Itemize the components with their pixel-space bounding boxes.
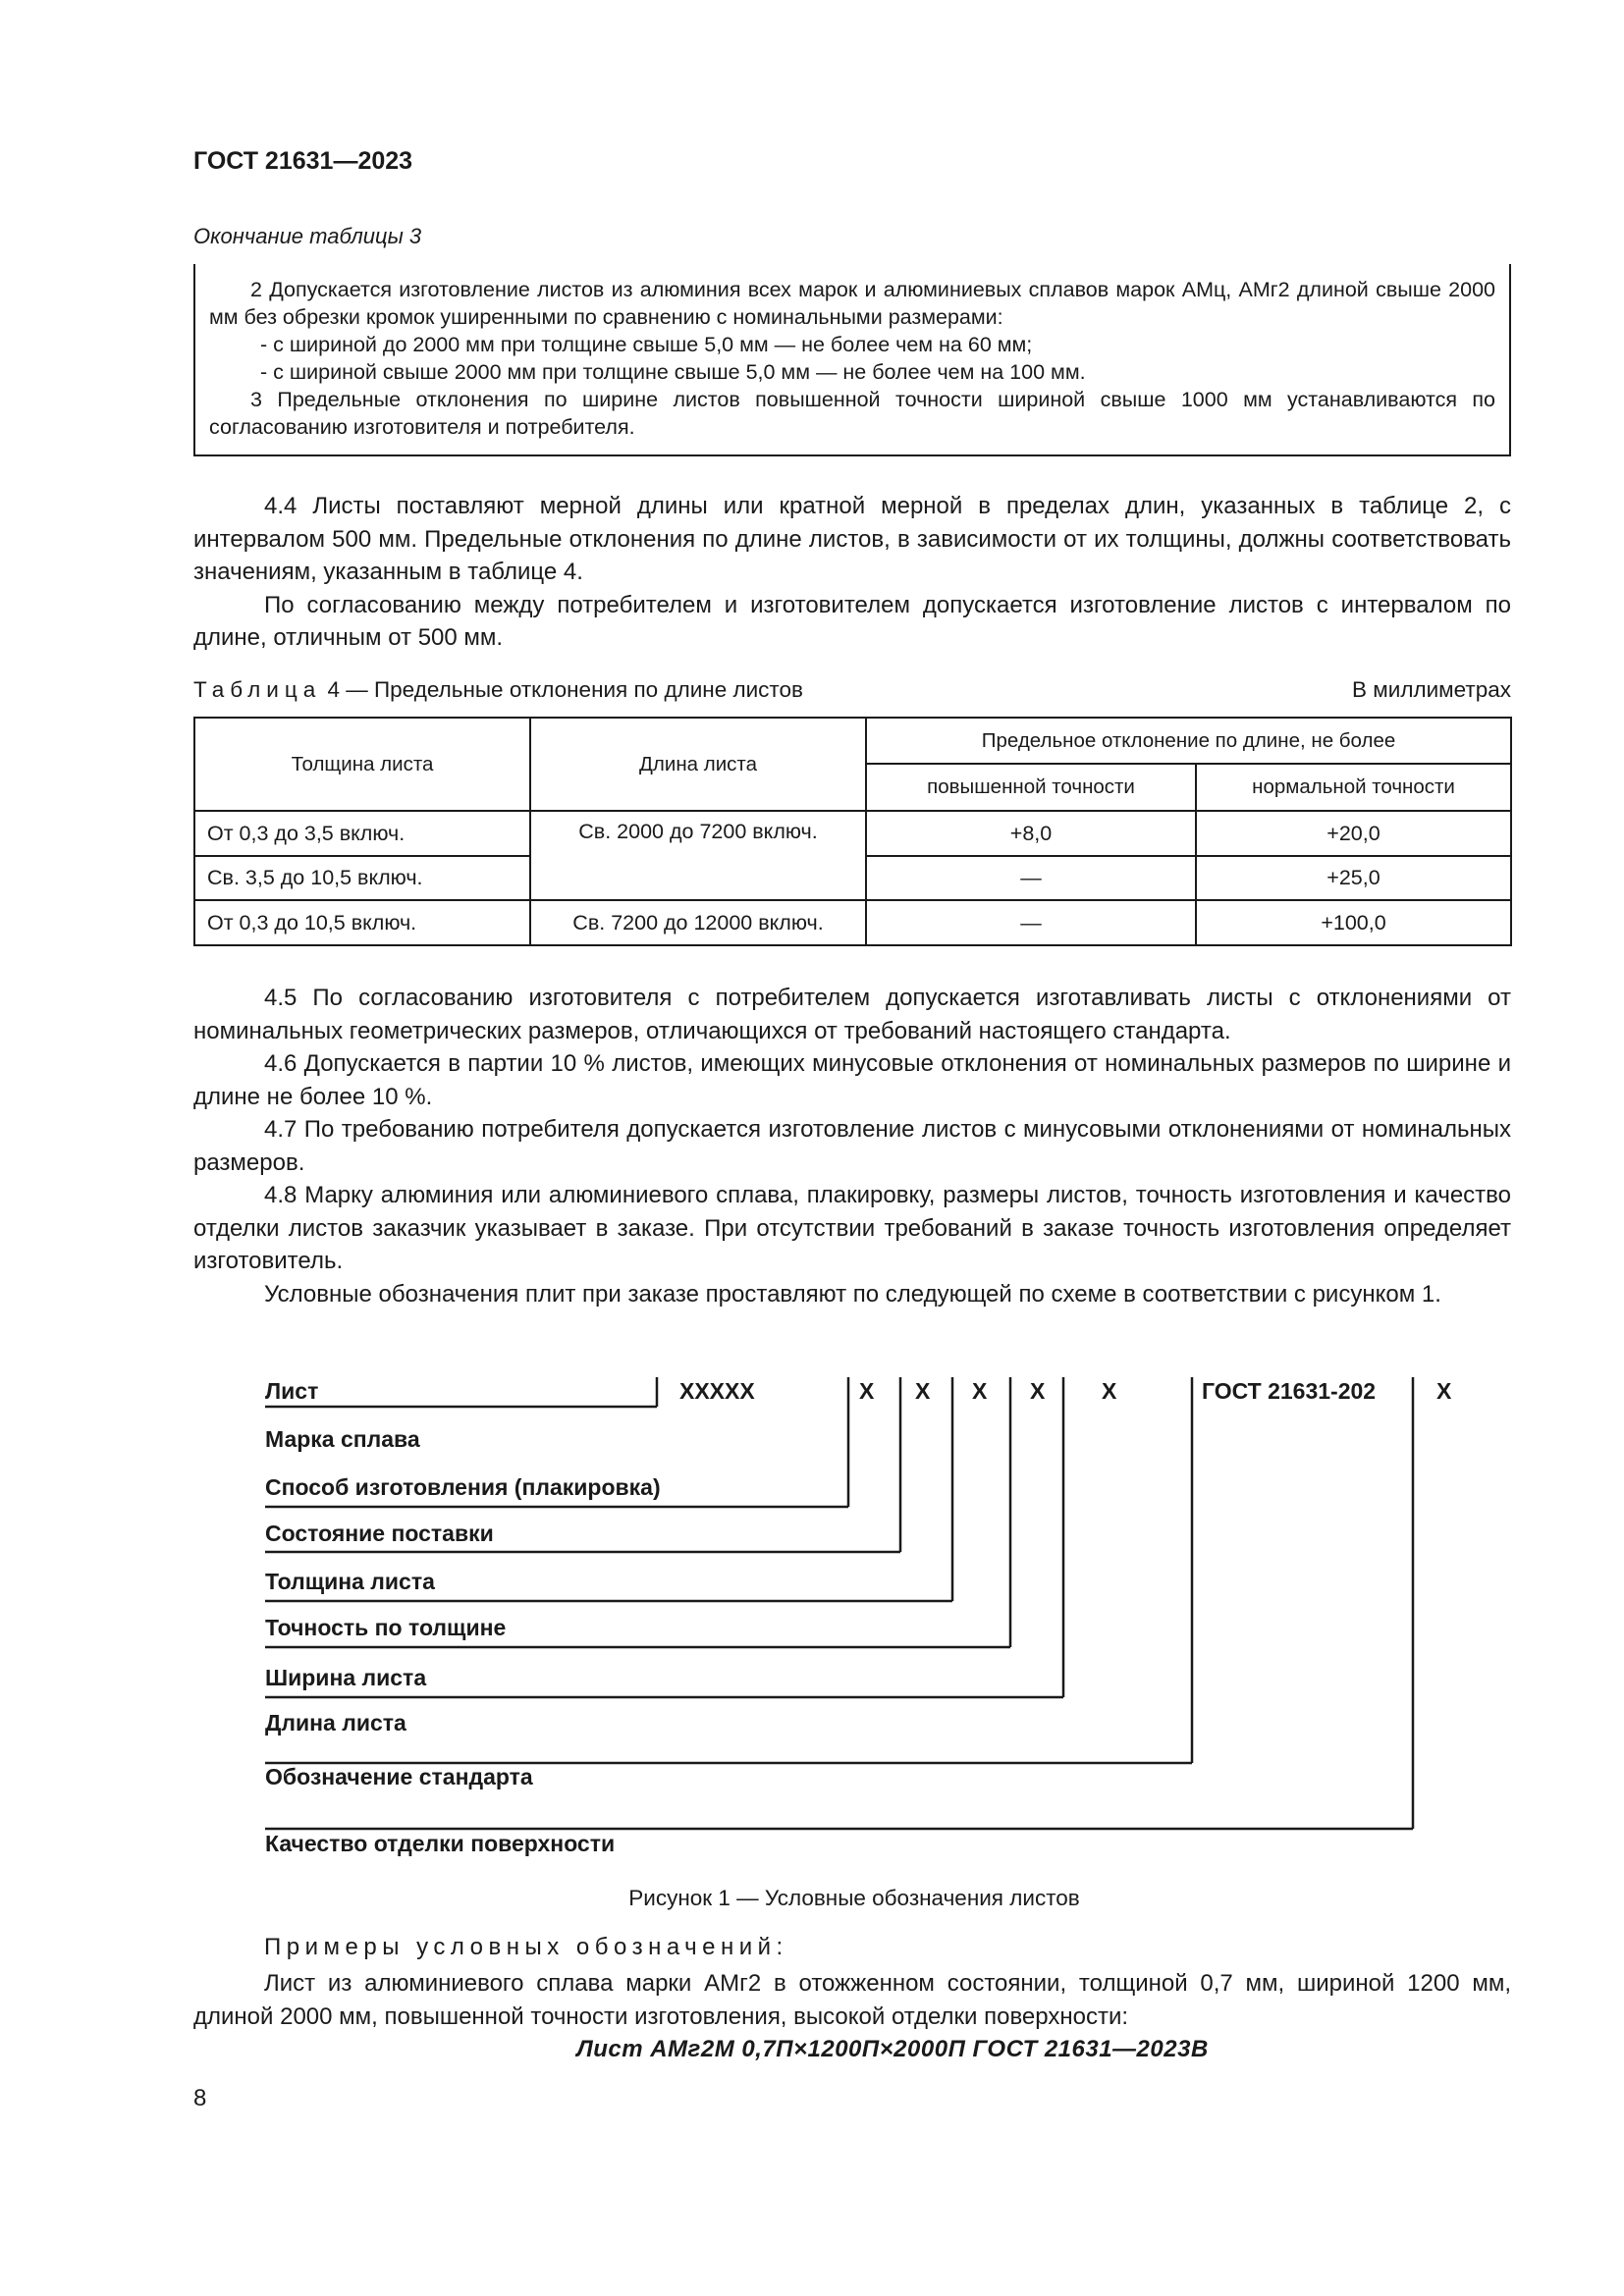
paragraph-4-8: 4.8 Марку алюминия или алюминиевого сплава, плакировку, размеры листов, точность изготовления и качество отделки листов заказчик указывает в заказе. При отсутствии требований в заказе точность изготовления определяет изготовитель.: [193, 1182, 1511, 1274]
scheme-label-cladding: Способ изготовления (плакировка): [265, 1474, 661, 1500]
table4-cell: +100,0: [1196, 900, 1511, 945]
table4-cell: Св. 3,5 до 10,5 включ.: [194, 856, 530, 900]
scheme-standard: ГОСТ 21631-202: [1202, 1378, 1377, 1404]
scheme-x1: X: [859, 1378, 875, 1404]
example-designation: Лист АМг2М 0,7П×1200П×2000П ГОСТ 21631—2023В: [576, 2036, 1209, 2062]
table3-note-3: 3 Предельные отклонения по ширине листов повышенной точности шириной свыше 1000 мм устанавливаются по согласованию изготовителя и потребителя.: [209, 388, 1495, 439]
paragraph-4-6: 4.6 Допускается в партии 10 % листов, имеющих минусовые отклонения от номинальных размеров по ширине и длине не более 10 %.: [193, 1050, 1511, 1110]
table4-header-increased: повышенной точности: [866, 764, 1196, 811]
table4-cell: —: [866, 856, 1196, 900]
table3-note-2-item-2: - с шириной свыше 2000 мм при толщине свыше 5,0 мм — не более чем на 100 мм.: [260, 360, 1086, 384]
table4-header-deviation: Предельное отклонение по длине, не более: [866, 718, 1511, 764]
paragraph-designation-scheme: Условные обозначения плит при заказе проставляют по следующей по схеме в соответствии с рисунком 1.: [264, 1280, 1441, 1308]
table4-cell: Св. 7200 до 12000 включ.: [530, 900, 866, 945]
examples-heading: Примеры условных обозначений:: [264, 1934, 788, 1960]
table4-cell: —: [866, 900, 1196, 945]
scheme-x3: X: [972, 1378, 988, 1404]
scheme-x4: X: [1030, 1378, 1046, 1404]
table4-caption-word: Таблица: [193, 677, 322, 702]
table4-cell: От 0,3 до 3,5 включ.: [194, 811, 530, 856]
paragraph-4-4: 4.4 Листы поставляют мерной длины или кратной мерной в пределах длин, указанных в таблице 2, с интервалом 500 мм. Предельные отклонения по длине листов, в зависимости от их толщины, должны соответствовать значениям, указанным в таблице 4.: [193, 493, 1511, 585]
scheme-label-delivery-state: Состояние поставки: [265, 1521, 494, 1546]
table4-cell: Св. 2000 до 7200 включ.: [530, 811, 866, 900]
scheme-x6: X: [1436, 1378, 1452, 1404]
table3-note-2: 2 Допускается изготовление листов из алюминия всех марок и алюминиевых сплавов марок АМц, АМг2 длиной свыше 2000 мм без обрезки кромок уширенными по сравнению с номинальными размерами:: [209, 278, 1495, 329]
table4-header-thickness: Толщина листа: [194, 718, 530, 811]
document-header: ГОСТ 21631—2023: [193, 147, 413, 175]
table4-cell: +20,0: [1196, 811, 1511, 856]
table4-cell: +8,0: [866, 811, 1196, 856]
page-number: 8: [193, 2085, 207, 2111]
scheme-label-alloy-grade: Марка сплава: [265, 1426, 420, 1452]
scheme-label-surface-finish: Качество отделки поверхности: [265, 1831, 616, 1856]
paragraph-4-5: 4.5 По согласованию изготовителя с потребителем допускается изготавливать листы с отклонениями от номинальных геометрических размеров, отличающихся от требований настоящего стандарта.: [193, 985, 1511, 1044]
table4-cell: +25,0: [1196, 856, 1511, 900]
figure1-caption: Рисунок 1 — Условные обозначения листов: [628, 1886, 1080, 1910]
scheme-label-thickness-accuracy: Точность по толщине: [265, 1615, 507, 1640]
scheme-alloy-placeholder: XXXXX: [679, 1378, 755, 1404]
scheme-label-standard: Обозначение стандарта: [265, 1764, 533, 1789]
table4-units: В миллиметрах: [1352, 677, 1511, 702]
scheme-x5: X: [1102, 1378, 1117, 1404]
scheme-label-length: Длина листа: [265, 1710, 406, 1735]
scheme-x2: X: [915, 1378, 931, 1404]
table3-note-2-item-1: - с шириной до 2000 мм при толщине свыше 5,0 мм — не более чем на 60 мм;: [260, 333, 1033, 356]
examples-text-block: [193, 1967, 1511, 2033]
table4-header-normal: нормальной точности: [1196, 764, 1511, 811]
scheme-word-list: Лист: [265, 1378, 319, 1404]
examples-text: Лист из алюминиевого сплава марки АМг2 в отожженном состоянии, толщиной 0,7 мм, шириной 1200 мм, длиной 2000 мм, повышенной точности изготовления, высокой отделки поверхности:: [193, 1970, 1511, 2030]
table4-caption-text: 4 — Предельные отклонения по длине листов: [321, 677, 803, 702]
paragraph-4-4-agreement: По согласованию между потребителем и изготовителем допускается изготовление листов с интервалом по длине, отличным от 500 мм.: [193, 591, 1511, 651]
scheme-label-width: Ширина листа: [265, 1665, 427, 1690]
paragraph-4-7: 4.7 По требованию потребителя допускается изготовление листов с минусовыми отклонениями от номинальных размеров.: [193, 1116, 1511, 1176]
table3-continuation-title: Окончание таблицы 3: [193, 224, 422, 248]
table4-header-length: Длина листа: [530, 718, 866, 811]
scheme-label-thickness: Толщина листа: [265, 1569, 435, 1594]
table4-cell: От 0,3 до 10,5 включ.: [194, 900, 530, 945]
